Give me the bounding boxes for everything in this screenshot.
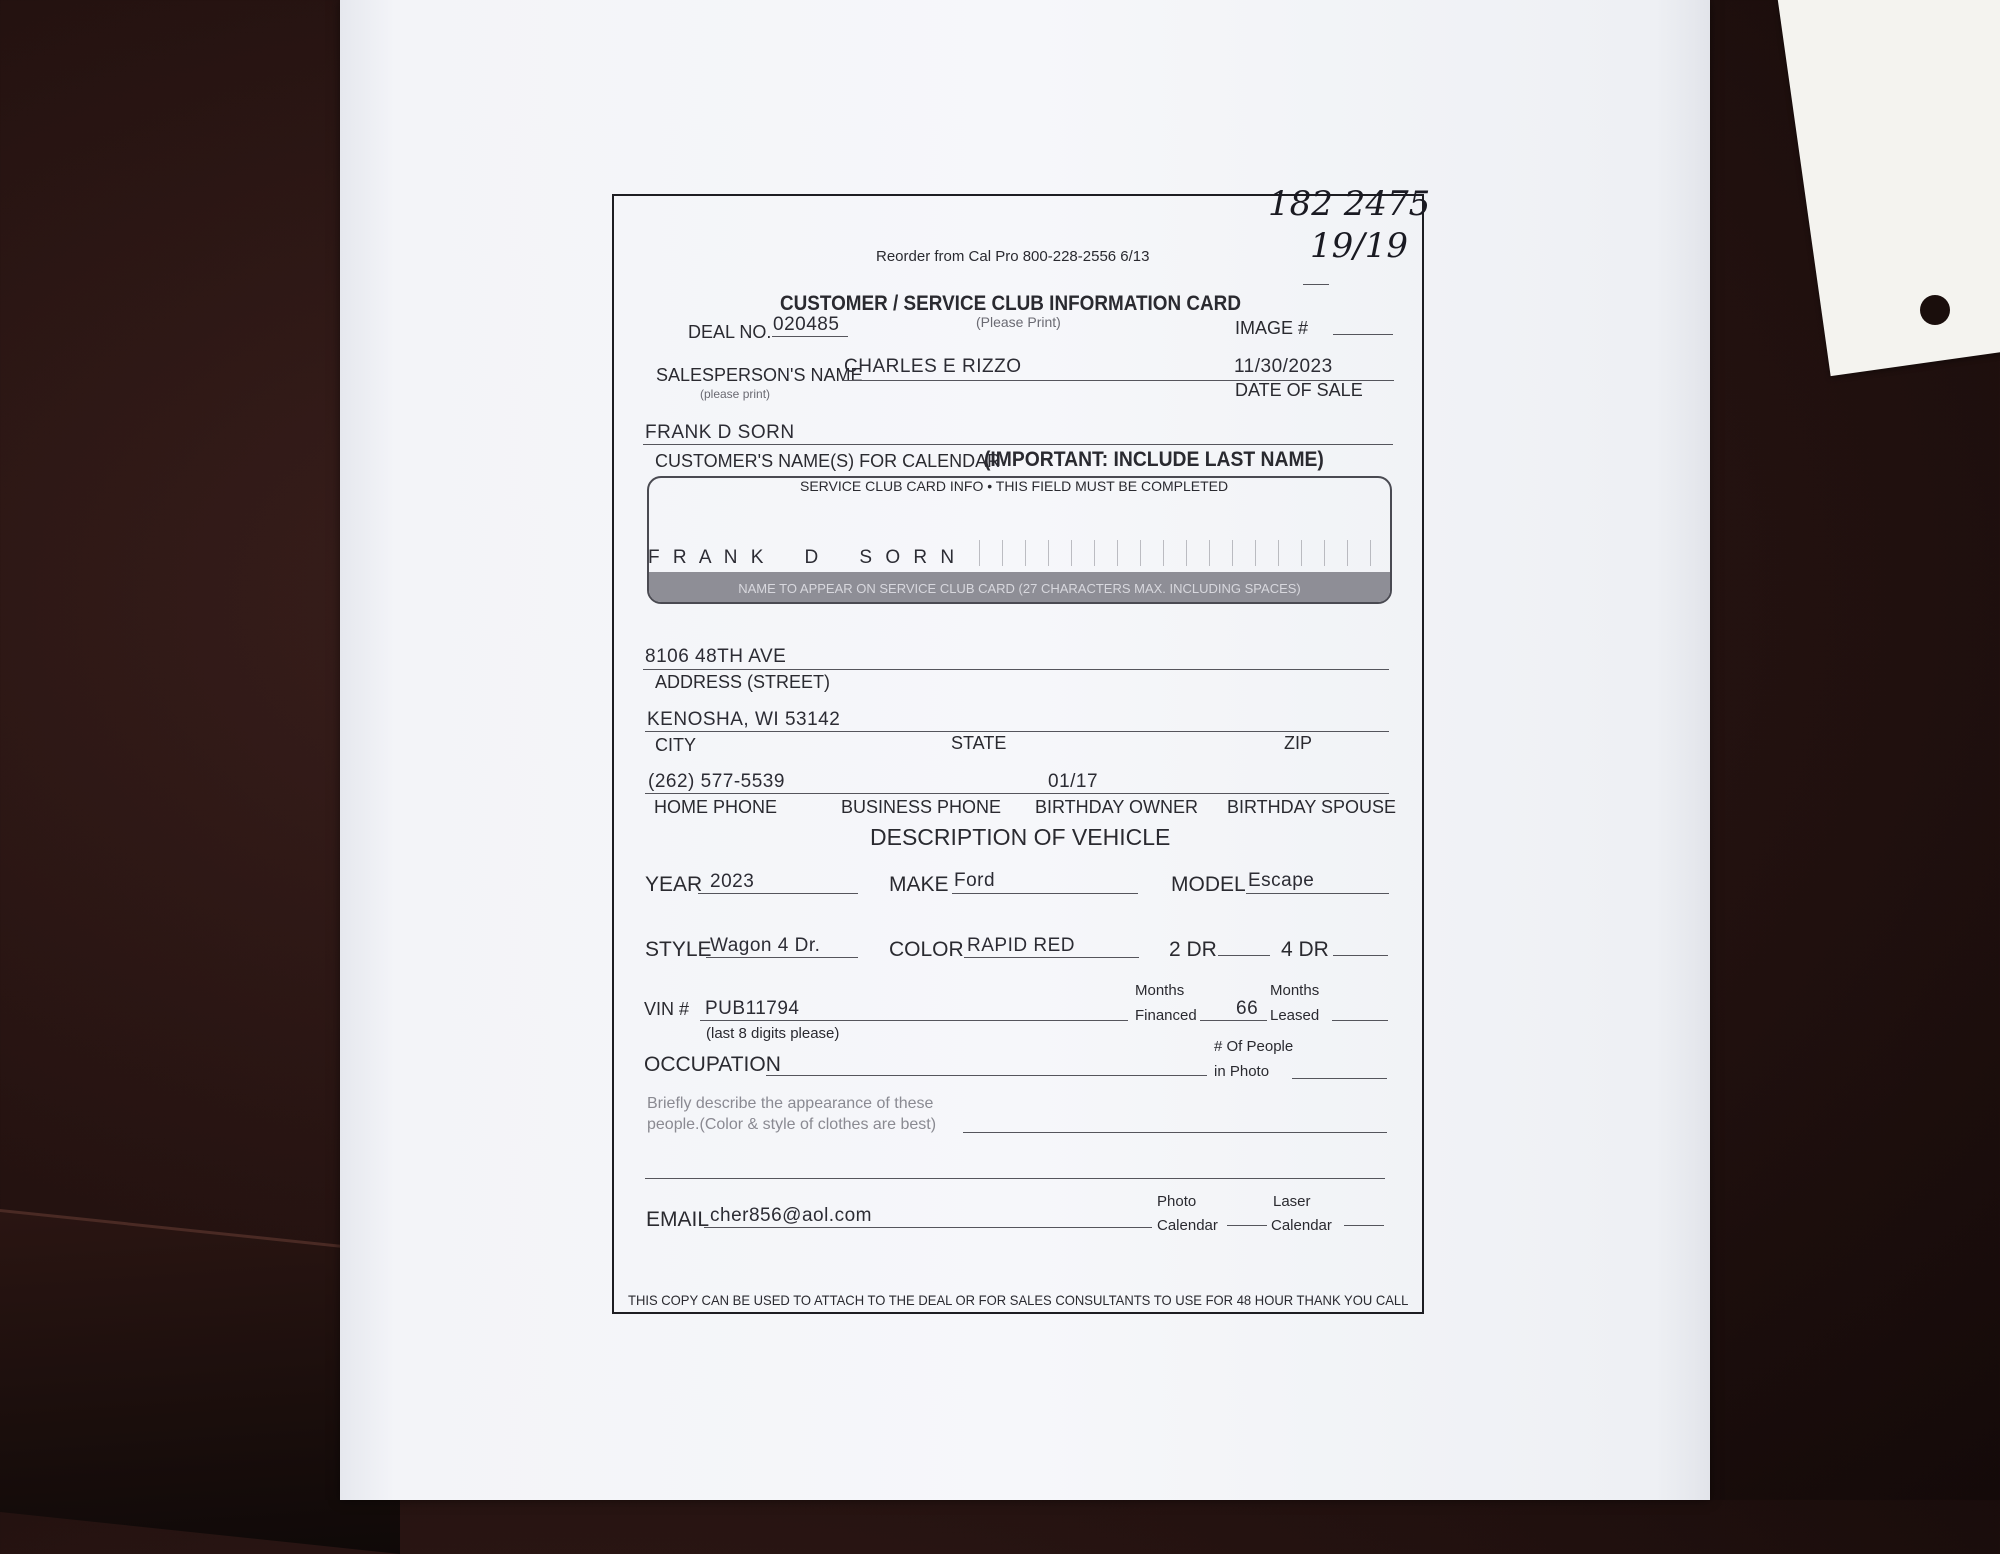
style-line <box>706 957 858 958</box>
model-label: MODEL <box>1171 873 1246 896</box>
birthday-owner-value[interactable]: 01/17 <box>1048 771 1099 792</box>
style-value[interactable]: Wagon 4 Dr. <box>710 935 821 956</box>
address-value[interactable]: 8106 48TH AVE <box>645 646 787 667</box>
handwritten-number: 182 2475 <box>1268 184 1431 224</box>
service-club-box <box>647 476 1392 604</box>
card-footer: THIS COPY CAN BE USED TO ATTACH TO THE DEAL OR FOR SALES CONSULTANTS TO USE FOR 48 HOUR THANK YOU CALL <box>628 1292 1409 1308</box>
birthday-spouse-label: BIRTHDAY SPOUSE <box>1227 797 1397 817</box>
customer-name-value[interactable]: FRANK D SORN <box>645 422 795 443</box>
punch-hole <box>1920 295 1950 325</box>
model-line <box>1246 893 1389 894</box>
date-of-sale-label: DATE OF SALE <box>1235 380 1363 400</box>
paper-scrap <box>1775 0 2000 376</box>
reorder-note: Reorder from Cal Pro 800-228-2556 6/13 <box>876 248 1150 265</box>
address-label: ADDRESS (STREET) <box>655 672 831 692</box>
people-in-photo-line <box>1292 1078 1387 1079</box>
color-line <box>964 957 1139 958</box>
city-line <box>645 731 1389 732</box>
please-print-note: (Please Print) <box>976 314 1061 330</box>
months-leased-line <box>1332 1020 1388 1021</box>
months-leased-label-top: Months <box>1270 982 1320 999</box>
deal-no-label: DEAL NO. <box>688 322 772 342</box>
phones-line <box>645 793 1389 794</box>
customer-name-line <box>643 444 1393 445</box>
photo-calendar-label-top: Photo <box>1157 1193 1197 1210</box>
months-leased-label-bottom: Leased <box>1270 1007 1320 1024</box>
describe-line-a <box>963 1132 1387 1133</box>
service-club-bar <box>649 572 1390 602</box>
four-door-label: 4 DR <box>1281 938 1329 961</box>
customer-name-label: CUSTOMER'S NAME(S) FOR CALENDAR <box>655 451 1001 471</box>
business-phone-label: BUSINESS PHONE <box>841 797 1002 817</box>
service-club-name[interactable]: F R A N K D S O R N <box>648 547 959 568</box>
card-title: CUSTOMER / SERVICE CLUB INFORMATION CARD <box>780 292 1241 315</box>
address-line <box>643 669 1389 670</box>
character-grid <box>979 540 1379 566</box>
salesperson-sublabel: (please print) <box>700 387 771 401</box>
occupation-line <box>766 1075 1207 1076</box>
photo-calendar-label-bottom: Calendar <box>1157 1217 1218 1234</box>
make-line <box>952 893 1138 894</box>
two-door-line <box>1218 955 1270 956</box>
email-label: EMAIL <box>646 1208 710 1231</box>
home-phone-value[interactable]: (262) 577-5539 <box>648 771 785 792</box>
date-of-sale-value[interactable]: 11/30/2023 <box>1234 356 1333 377</box>
two-door-label: 2 DR <box>1169 938 1217 961</box>
image-no-line <box>1333 334 1393 335</box>
people-in-photo-label-bottom: in Photo <box>1214 1063 1270 1080</box>
color-value[interactable]: RAPID RED <box>967 935 1075 956</box>
months-financed-line <box>1200 1020 1267 1021</box>
salesperson-value[interactable]: CHARLES E RIZZO <box>844 356 1022 377</box>
vin-line <box>700 1020 1128 1021</box>
laser-calendar-label-top: Laser <box>1273 1193 1311 1210</box>
image-no-label: IMAGE # <box>1235 318 1309 338</box>
laser-calendar-label-bottom: Calendar <box>1271 1217 1332 1234</box>
deal-no-line <box>772 336 848 337</box>
handwritten-underline <box>1303 284 1329 285</box>
zip-label: ZIP <box>1284 733 1313 753</box>
color-label: COLOR <box>889 938 964 961</box>
style-label: STYLE <box>645 938 712 961</box>
year-line <box>698 893 858 894</box>
make-value[interactable]: Ford <box>954 870 996 891</box>
year-label: YEAR <box>645 873 703 896</box>
months-financed-label-bottom: Financed <box>1135 1007 1197 1024</box>
email-line <box>704 1227 1152 1228</box>
home-phone-label: HOME PHONE <box>654 797 778 817</box>
city-value[interactable]: KENOSHA, WI 53142 <box>647 709 841 730</box>
four-door-line <box>1333 955 1388 956</box>
service-club-title: SERVICE CLUB CARD INFO • THIS FIELD MUST BE COMPLETED <box>800 478 1229 494</box>
months-financed-value[interactable]: 66 <box>1236 998 1259 1019</box>
laser-calendar-line <box>1344 1225 1384 1226</box>
handwritten-fraction: 19/19 <box>1310 226 1408 266</box>
important-note: (IMPORTANT: INCLUDE LAST NAME) <box>984 448 1324 471</box>
make-label: MAKE <box>889 873 949 896</box>
months-financed-label-top: Months <box>1135 982 1185 999</box>
birthday-owner-label: BIRTHDAY OWNER <box>1035 797 1199 817</box>
describe-line-b <box>645 1178 1385 1179</box>
vin-value[interactable]: PUB11794 <box>705 998 800 1019</box>
model-value[interactable]: Escape <box>1248 870 1315 891</box>
describe-line1: Briefly describe the appearance of these <box>647 1095 934 1112</box>
describe-line2: people.(Color & style of clothes are best) <box>647 1116 937 1133</box>
vin-label: VIN # <box>644 999 690 1019</box>
city-label: CITY <box>655 735 697 755</box>
state-label: STATE <box>951 733 1007 753</box>
photo-calendar-line <box>1227 1225 1267 1226</box>
deal-no-value[interactable]: 020485 <box>773 314 840 335</box>
salesperson-label: SALESPERSON'S NAME <box>656 365 863 385</box>
year-value[interactable]: 2023 <box>710 871 755 892</box>
email-value[interactable]: cher856@aol.com <box>710 1205 872 1226</box>
vin-note: (last 8 digits please) <box>706 1025 840 1042</box>
service-club-footer: NAME TO APPEAR ON SERVICE CLUB CARD (27 CHARACTERS MAX. INCLUDING SPACES) <box>738 581 1301 596</box>
people-in-photo-label-top: # Of People <box>1214 1038 1294 1055</box>
vehicle-heading: DESCRIPTION OF VEHICLE <box>870 824 1171 850</box>
occupation-label: OCCUPATION <box>644 1053 781 1076</box>
